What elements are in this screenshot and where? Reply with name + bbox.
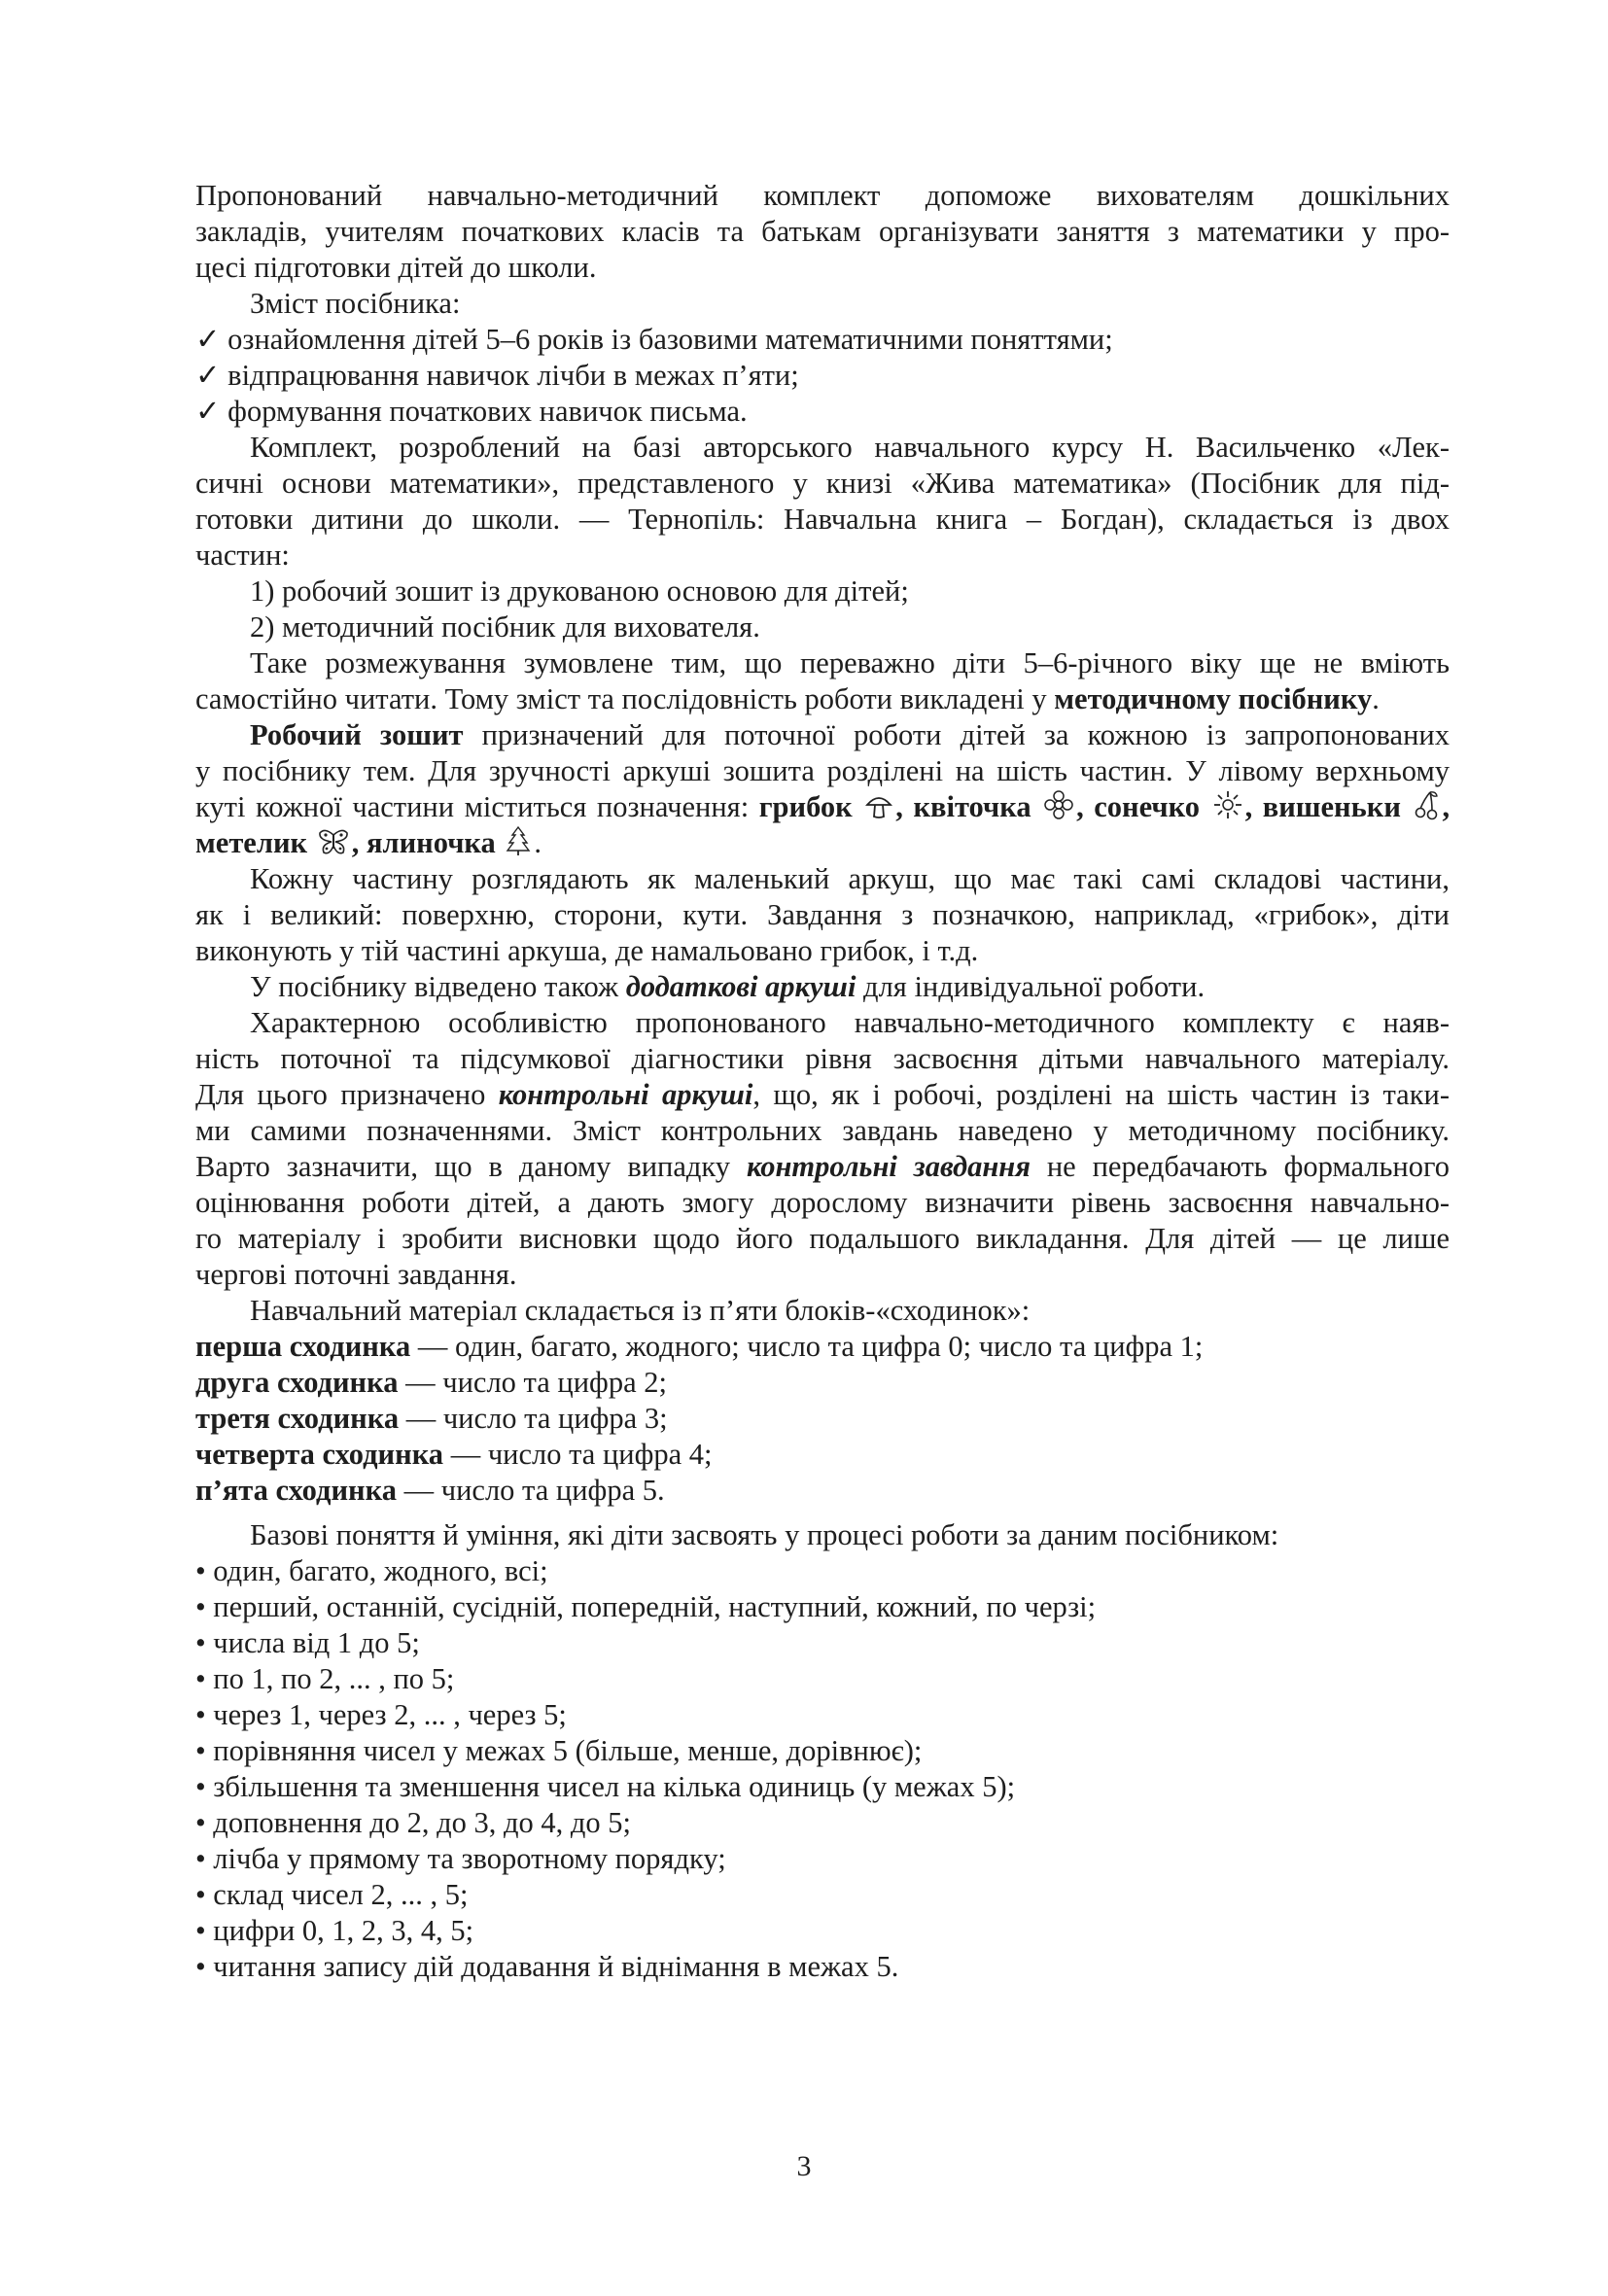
- part-desc-line-1: Кожну частину розглядають як маленький аркуш, що має такі самі складові частини,: [250, 862, 1450, 895]
- diagnostics-line-6: оцінювання роботи дітей, а дають змогу дорослому визначити рівень засвоєння навчально-: [195, 1186, 1450, 1219]
- diagnostics-line-1: Характерною особливістю пропонованого навчально-методичного комплекту є наяв-: [250, 1006, 1450, 1039]
- concept-item: • порівняння чисел у межах 5 (більше, менше, дорівнює);: [195, 1734, 923, 1767]
- workbook-paragraph-line-3: куті кожної частини міститься позначення: грибок , квіточка , сонечко , вишеньки ,: [195, 790, 1451, 823]
- tree-icon: [505, 825, 532, 856]
- content-heading: Зміст посібника:: [250, 287, 461, 320]
- concept-item: • цифри 0, 1, 2, 3, 4, 5;: [195, 1914, 474, 1947]
- kit-paragraph-line-2: сичні основи математики», представленого у книзі «Жива математика» (Посібник для під-: [195, 467, 1450, 500]
- concept-item: • читання запису дій додавання й віднімання в межах 5.: [195, 1950, 899, 1983]
- concept-item: • один, багато, жодного, всі;: [195, 1554, 548, 1587]
- concept-item: • доповнення до 2, до 3, до 4, до 5;: [195, 1806, 631, 1839]
- step-item: третя сходинка — число та цифра 3;: [195, 1402, 668, 1435]
- sun-icon: [1212, 789, 1243, 820]
- split-paragraph-line-2: самостійно читати. Тому зміст та послідовність роботи викладені у методичному посібнику.: [195, 682, 1380, 715]
- step-item: четверта сходинка — число та цифра 4;: [195, 1438, 713, 1471]
- step-item: перша сходинка — один, багато, жодного; число та цифра 0; число та цифра 1;: [195, 1330, 1204, 1363]
- split-paragraph-line-1: Таке розмежування зумовлене тим, що переважно діти 5–6-річного віку ще не вміють: [250, 646, 1450, 679]
- butterfly-icon: [317, 827, 350, 856]
- concept-item: • по 1, по 2, ... , по 5;: [195, 1662, 455, 1695]
- content-item: ✓ ознайомлення дітей 5–6 років із базовими математичними поняттями;: [195, 323, 1113, 356]
- concept-item: • перший, останній, сусідній, попередній, наступний, кожний, по черзі;: [195, 1590, 1097, 1623]
- step-item: друга сходинка — число та цифра 2;: [195, 1366, 667, 1399]
- diagnostics-line-7: го матеріалу і зробити висновки щодо його подальшого викладання. Для дітей — це лише: [195, 1222, 1450, 1255]
- concept-item: • числа від 1 до 5;: [195, 1626, 420, 1659]
- workbook-paragraph-line-1: Робочий зошит призначений для поточної роботи дітей за кожною із запропонованих: [250, 718, 1450, 751]
- concept-item: • лічба у прямому та зворотному порядку;: [195, 1842, 726, 1875]
- kit-paragraph-line-3: готовки дитини до школи. — Тернопіль: Навчальна книга – Богдан), складається із двох: [195, 503, 1450, 536]
- part-item: 1) робочий зошит із друкованою основою для дітей;: [250, 574, 909, 608]
- diagnostics-line-5: Варто зазначити, що в даному випадку контрольні завдання не передбачають формального: [195, 1150, 1450, 1183]
- flower-icon: [1043, 789, 1074, 820]
- diagnostics-line-4: ми самими позначеннями. Зміст контрольних завдань наведено у методичному посібнику.: [195, 1114, 1450, 1147]
- part-desc-line-2: як і великий: поверхню, сторони, кути. Завдання з позначкою, наприклад, «грибок», діти: [195, 898, 1450, 931]
- intro-paragraph-line-2: закладів, учителям початкових класів та батькам організувати заняття з математики у про-: [195, 215, 1450, 248]
- concept-item: • через 1, через 2, ... , через 5;: [195, 1698, 567, 1731]
- content-item: ✓ формування початкових навичок письма.: [195, 395, 748, 428]
- kit-paragraph-line-1: Комплект, розроблений на базі авторського навчального курсу Н. Васильченко «Лек-: [250, 431, 1450, 464]
- diagnostics-line-2: ність поточної та підсумкової діагностики рівня засвоєння дітьми навчального матеріалу.: [195, 1042, 1450, 1075]
- kit-paragraph-line-4: частин:: [195, 539, 290, 572]
- extra-sheets-paragraph: У посібнику відведено також додаткові аркуші для індивідуальної роботи.: [250, 970, 1206, 1003]
- diagnostics-line-3: Для цього призначено контрольні аркуші, що, як і робочі, розділені на шість частин із таки-: [195, 1078, 1450, 1111]
- concepts-intro: Базові поняття й уміння, які діти засвоять у процесі роботи за даним посібником:: [250, 1518, 1279, 1551]
- page-number: 3: [796, 2150, 812, 2182]
- concept-item: • збільшення та зменшення чисел на кілька одиниць (у межах 5);: [195, 1770, 1016, 1803]
- concept-item: • склад чисел 2, ... , 5;: [195, 1878, 469, 1911]
- diagnostics-line-8: чергові поточні завдання.: [195, 1258, 517, 1291]
- body-text: [195, 178, 1450, 1985]
- content-item: ✓ відпрацювання навичок лічби в межах п’яти;: [195, 359, 799, 392]
- part-item: 2) методичний посібник для вихователя.: [250, 610, 760, 644]
- mushroom-icon: [864, 791, 893, 820]
- cherries-icon: [1413, 789, 1440, 820]
- intro-paragraph-line-1: Пропонований навчально-методичний комплект допоможе вихователям дошкільних: [195, 179, 1450, 212]
- workbook-paragraph-line-2: у посібнику тем. Для зручності аркуші зошита розділені на шість частин. У лівому верхньому: [195, 754, 1450, 787]
- step-item: п’ята сходинка — число та цифра 5.: [195, 1474, 665, 1507]
- part-desc-line-3: виконують у тій частині аркуша, де намальовано грибок, і т.д.: [195, 934, 979, 967]
- intro-paragraph-line-3: цесі підготовки дітей до школи.: [195, 251, 597, 284]
- workbook-paragraph-line-4: метелик , ялиночка .: [195, 826, 542, 859]
- steps-intro: Навчальний матеріал складається із п’яти блоків-«сходинок»:: [250, 1294, 1031, 1327]
